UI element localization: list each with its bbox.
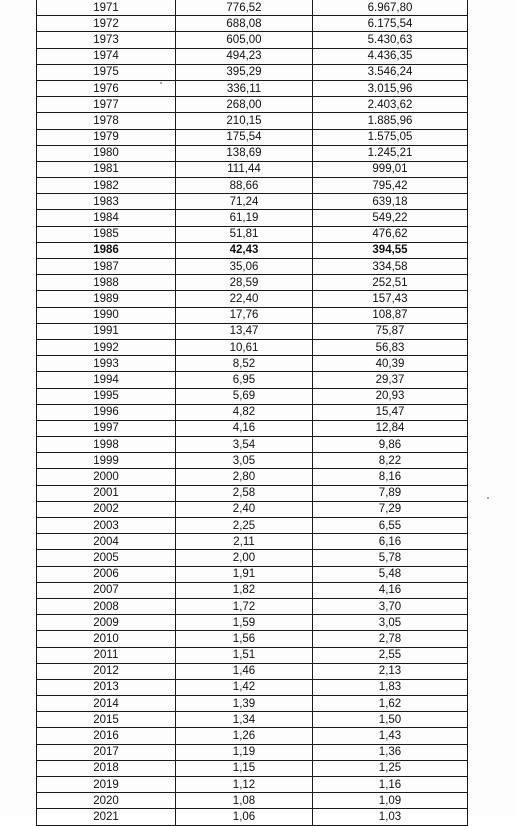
table-row — [37, 178, 468, 194]
table-row — [37, 631, 468, 647]
value-cell: 7,89 — [313, 485, 468, 501]
value-cell: 394,55 — [313, 242, 468, 258]
table-row — [37, 469, 468, 485]
year-cell: 2001 — [37, 485, 176, 501]
value-cell: 2,00 — [176, 550, 313, 566]
year-cell: 1986 — [37, 242, 176, 258]
value-cell: 999,01 — [313, 161, 468, 177]
table-row — [37, 0, 468, 16]
value-cell: 6.967,80 — [313, 0, 468, 16]
value-cell: 1,46 — [176, 663, 313, 679]
value-cell: 42,43 — [176, 242, 313, 258]
year-cell: 1975 — [37, 64, 176, 80]
year-cell: 1989 — [37, 291, 176, 307]
year-cell: 1981 — [37, 161, 176, 177]
year-cell: 1996 — [37, 404, 176, 420]
year-cell: 2005 — [37, 550, 176, 566]
value-cell: 6.175,54 — [313, 16, 468, 32]
value-cell: 1,51 — [176, 647, 313, 663]
year-cell: 2020 — [37, 793, 176, 809]
year-cell: 2015 — [37, 712, 176, 728]
value-cell: 111,44 — [176, 161, 313, 177]
table-row — [37, 291, 468, 307]
table-row — [37, 210, 468, 226]
year-cell: 2013 — [37, 679, 176, 695]
value-cell: 1,50 — [313, 712, 468, 728]
table-row — [37, 259, 468, 275]
value-cell: 2,58 — [176, 485, 313, 501]
value-cell: 175,54 — [176, 129, 313, 145]
value-cell: 2,25 — [176, 518, 313, 534]
table-row — [37, 534, 468, 550]
value-cell: 605,00 — [176, 32, 313, 48]
value-cell: 17,76 — [176, 307, 313, 323]
table-row — [37, 437, 468, 453]
year-cell: 1992 — [37, 339, 176, 355]
value-cell: 2,55 — [313, 647, 468, 663]
table-row — [37, 453, 468, 469]
year-cell: 2016 — [37, 728, 176, 744]
value-cell: 1,03 — [313, 809, 468, 825]
year-cell: 1988 — [37, 275, 176, 291]
value-cell: 2,80 — [176, 469, 313, 485]
year-cell: 2014 — [37, 696, 176, 712]
table-row — [37, 793, 468, 809]
value-cell: 5,69 — [176, 388, 313, 404]
value-cell: 138,69 — [176, 145, 313, 161]
table-row — [37, 80, 468, 96]
table-row — [37, 161, 468, 177]
value-cell: 40,39 — [313, 356, 468, 372]
value-cell: 3,70 — [313, 598, 468, 614]
value-cell: 1,59 — [176, 615, 313, 631]
value-cell: 4,16 — [313, 582, 468, 598]
value-cell: 2,11 — [176, 534, 313, 550]
year-cell: 2007 — [37, 582, 176, 598]
value-cell: 15,47 — [313, 404, 468, 420]
value-cell: 3,54 — [176, 437, 313, 453]
year-cell: 2002 — [37, 501, 176, 517]
value-cell: 1,36 — [313, 744, 468, 760]
value-cell: 6,95 — [176, 372, 313, 388]
table-row — [37, 712, 468, 728]
year-cell: 2000 — [37, 469, 176, 485]
value-cell: 8,52 — [176, 356, 313, 372]
table-row — [37, 32, 468, 48]
value-cell: 56,83 — [313, 339, 468, 355]
value-cell: 776,52 — [176, 0, 313, 16]
table-row — [37, 48, 468, 64]
value-cell: 8,22 — [313, 453, 468, 469]
value-cell: 494,23 — [176, 48, 313, 64]
value-cell: 1,39 — [176, 696, 313, 712]
year-cell: 1997 — [37, 420, 176, 436]
value-cell: 6,16 — [313, 534, 468, 550]
value-cell: 268,00 — [176, 97, 313, 113]
value-cell: 1.245,21 — [313, 145, 468, 161]
table-row — [37, 501, 468, 517]
table-row — [37, 728, 468, 744]
value-cell: 1,25 — [313, 760, 468, 776]
value-cell: 20,93 — [313, 388, 468, 404]
value-cell: 5,78 — [313, 550, 468, 566]
value-cell: 3,05 — [176, 453, 313, 469]
table-row — [37, 113, 468, 129]
table-row — [37, 388, 468, 404]
year-cell: 1987 — [37, 259, 176, 275]
value-cell: 1,26 — [176, 728, 313, 744]
year-cell: 1979 — [37, 129, 176, 145]
value-cell: 1,34 — [176, 712, 313, 728]
value-cell: 1,72 — [176, 598, 313, 614]
year-cell: 1984 — [37, 210, 176, 226]
value-cell: 395,29 — [176, 64, 313, 80]
value-cell: 2,40 — [176, 501, 313, 517]
year-cell: 1985 — [37, 226, 176, 242]
year-cell: 1991 — [37, 323, 176, 339]
table-row — [37, 777, 468, 793]
value-cell: 3,05 — [313, 615, 468, 631]
table-row — [37, 485, 468, 501]
table-row — [37, 647, 468, 663]
value-cell: 549,22 — [313, 210, 468, 226]
table-row — [37, 760, 468, 776]
table-row — [37, 744, 468, 760]
value-cell: 71,24 — [176, 194, 313, 210]
value-cell: 1,06 — [176, 809, 313, 825]
year-cell: 1994 — [37, 372, 176, 388]
value-cell: 3.546,24 — [313, 64, 468, 80]
year-cell: 1973 — [37, 32, 176, 48]
table-body — [37, 0, 468, 825]
year-cell: 1978 — [37, 113, 176, 129]
scan-speck — [487, 497, 489, 499]
table-row — [37, 663, 468, 679]
table-row — [37, 226, 468, 242]
value-cell: 6,55 — [313, 518, 468, 534]
value-cell: 28,59 — [176, 275, 313, 291]
value-cell: 1,19 — [176, 744, 313, 760]
table-row — [37, 404, 468, 420]
table-row — [37, 356, 468, 372]
value-cell: 2,13 — [313, 663, 468, 679]
year-cell: 1980 — [37, 145, 176, 161]
table-row — [37, 16, 468, 32]
table-row — [37, 696, 468, 712]
year-cell: 2008 — [37, 598, 176, 614]
table-row — [37, 420, 468, 436]
value-cell: 1,91 — [176, 566, 313, 582]
value-cell: 5.430,63 — [313, 32, 468, 48]
value-cell: 1,82 — [176, 582, 313, 598]
value-cell: 1,62 — [313, 696, 468, 712]
value-cell: 88,66 — [176, 178, 313, 194]
table-row — [37, 582, 468, 598]
table-row — [37, 339, 468, 355]
value-cell: 1,16 — [313, 777, 468, 793]
value-cell: 75,87 — [313, 323, 468, 339]
year-cell: 2021 — [37, 809, 176, 825]
year-cell: 2003 — [37, 518, 176, 534]
table-row — [37, 97, 468, 113]
value-cell: 252,51 — [313, 275, 468, 291]
table-row — [37, 679, 468, 695]
table-row — [37, 194, 468, 210]
value-cell: 1,09 — [313, 793, 468, 809]
value-cell: 22,40 — [176, 291, 313, 307]
value-cell: 2.403,62 — [313, 97, 468, 113]
table-row — [37, 275, 468, 291]
year-cell: 1983 — [37, 194, 176, 210]
year-cell: 1974 — [37, 48, 176, 64]
value-cell: 334,58 — [313, 259, 468, 275]
value-cell: 3.015,96 — [313, 80, 468, 96]
year-cell: 1977 — [37, 97, 176, 113]
year-cell: 2004 — [37, 534, 176, 550]
table-row — [37, 242, 468, 258]
value-cell: 9,86 — [313, 437, 468, 453]
table-row — [37, 518, 468, 534]
value-cell: 1.885,96 — [313, 113, 468, 129]
value-cell: 476,62 — [313, 226, 468, 242]
value-cell: 10,61 — [176, 339, 313, 355]
year-cell: 1999 — [37, 453, 176, 469]
value-cell: 4.436,35 — [313, 48, 468, 64]
value-cell: 13,47 — [176, 323, 313, 339]
table-row — [37, 64, 468, 80]
table-row — [37, 145, 468, 161]
value-cell: 157,43 — [313, 291, 468, 307]
table-row — [37, 615, 468, 631]
year-cell: 2011 — [37, 647, 176, 663]
year-cell: 1982 — [37, 178, 176, 194]
year-cell: 2019 — [37, 777, 176, 793]
value-cell: 1.575,05 — [313, 129, 468, 145]
value-cell: 639,18 — [313, 194, 468, 210]
table-row — [37, 598, 468, 614]
value-cell: 8,16 — [313, 469, 468, 485]
year-cell: 2017 — [37, 744, 176, 760]
value-cell: 210,15 — [176, 113, 313, 129]
value-cell: 108,87 — [313, 307, 468, 323]
year-cell: 2006 — [37, 566, 176, 582]
year-cell: 1972 — [37, 16, 176, 32]
value-cell: 7,29 — [313, 501, 468, 517]
year-cell: 1976 — [37, 80, 176, 96]
value-cell: 4,16 — [176, 420, 313, 436]
value-cell: 1,83 — [313, 679, 468, 695]
year-cell: 1993 — [37, 356, 176, 372]
value-cell: 795,42 — [313, 178, 468, 194]
year-cell: 2010 — [37, 631, 176, 647]
value-cell: 1,42 — [176, 679, 313, 695]
value-cell: 336,11 — [176, 80, 313, 96]
table-row — [37, 372, 468, 388]
table-row — [37, 307, 468, 323]
year-cell: 2009 — [37, 615, 176, 631]
value-cell: 1,15 — [176, 760, 313, 776]
value-cell: 61,19 — [176, 210, 313, 226]
value-cell: 29,37 — [313, 372, 468, 388]
year-cell: 2018 — [37, 760, 176, 776]
year-cell: 2012 — [37, 663, 176, 679]
table-row — [37, 550, 468, 566]
value-cell: 4,82 — [176, 404, 313, 420]
value-cell: 12,84 — [313, 420, 468, 436]
data-table — [36, 0, 468, 826]
value-cell: 2,78 — [313, 631, 468, 647]
year-cell: 1990 — [37, 307, 176, 323]
value-cell: 5,48 — [313, 566, 468, 582]
value-cell: 51,81 — [176, 226, 313, 242]
table-row — [37, 809, 468, 825]
value-cell: 1,56 — [176, 631, 313, 647]
table-row — [37, 566, 468, 582]
value-cell: 35,06 — [176, 259, 313, 275]
value-cell: 1,43 — [313, 728, 468, 744]
value-cell: 688,08 — [176, 16, 313, 32]
year-cell: 1998 — [37, 437, 176, 453]
value-cell: 1,08 — [176, 793, 313, 809]
value-cell: 1,12 — [176, 777, 313, 793]
year-cell: 1971 — [37, 0, 176, 16]
table-row — [37, 129, 468, 145]
year-cell: 1995 — [37, 388, 176, 404]
table-row — [37, 323, 468, 339]
